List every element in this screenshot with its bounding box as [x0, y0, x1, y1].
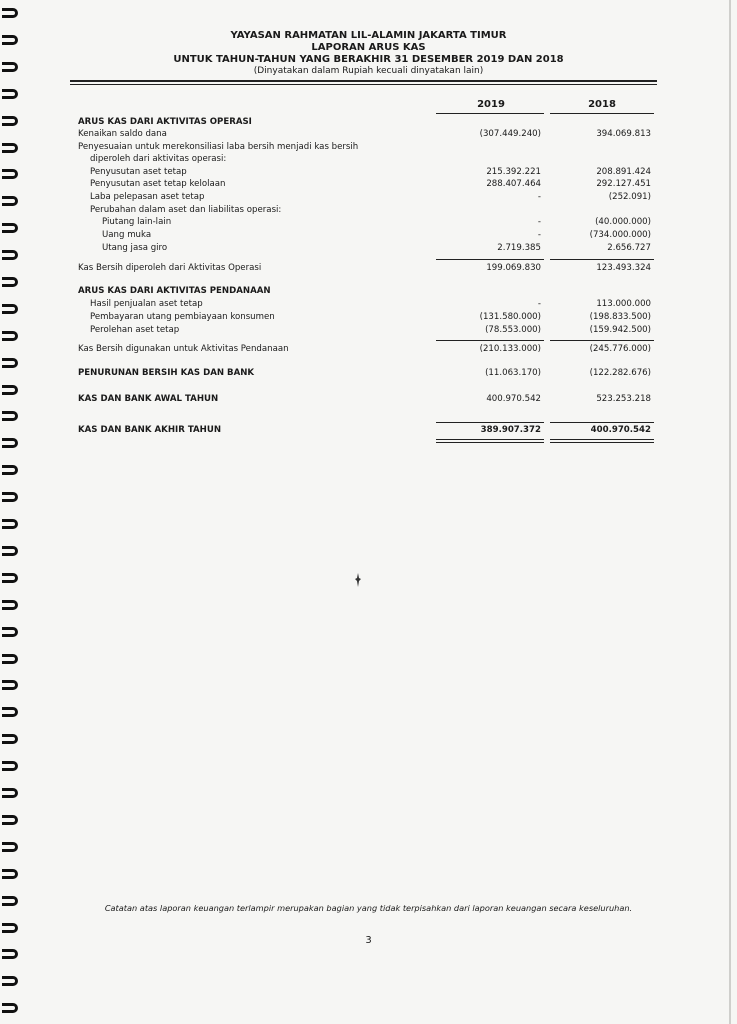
organization-title: YAYASAN RAHMATAN LIL-ALAMIN JAKARTA TIMUR: [230, 30, 507, 41]
total-double-rule-a-2019: [436, 439, 544, 440]
row-label: Uang muka: [102, 230, 152, 240]
row-label: Hasil penjualan aset tetap: [90, 299, 203, 309]
row-label: Kas Bersih digunakan untuk Aktivitas Pendanaan: [78, 344, 289, 354]
binding-ring: [2, 546, 18, 556]
value-2018: 292.127.451: [596, 179, 651, 189]
value-2018: (40.000.000): [595, 217, 651, 227]
row-kenaikan-saldo-dana: [0, 128, 737, 141]
binding-ring: [2, 89, 18, 99]
value-2018: (122.282.676): [589, 368, 651, 378]
binding-ring: [2, 923, 18, 933]
binding-ring: [2, 734, 18, 744]
binding-ring: [2, 869, 18, 879]
value-2018: 394.069.813: [596, 129, 651, 139]
value-2018: (252.091): [608, 192, 651, 202]
binding-ring: [2, 411, 18, 421]
header-rule-thin: [70, 84, 657, 85]
section-financing: [0, 285, 737, 298]
value-2018: 400.970.542: [590, 425, 651, 435]
row-laba-pelepasan: [0, 191, 737, 204]
currency-note: (Dinyatakan dalam Rupiah kecuali dinyatakan lain): [253, 66, 484, 76]
row-label: KAS DAN BANK AKHIR TAHUN: [78, 425, 222, 435]
row-label: PENURUNAN BERSIH KAS DAN BANK: [78, 368, 255, 378]
column-rule-2019: [436, 113, 544, 114]
value-2018: (198.833.500): [589, 312, 651, 322]
row-label: Kas Bersih diperoleh dari Aktivitas Operasi: [78, 263, 262, 273]
scan-speck: [355, 573, 361, 587]
row-label: KAS DAN BANK AWAL TAHUN: [78, 394, 219, 404]
value-2019: (11.063.170): [485, 368, 541, 378]
row-label: Perolehan aset tetap: [90, 325, 180, 335]
total-double-rule-a-2018: [550, 439, 654, 440]
binding-ring: [2, 438, 18, 448]
column-rule-2018: [550, 113, 654, 114]
total-rule-top-2018: [550, 422, 654, 423]
value-2019: (210.133.000): [479, 344, 541, 354]
value-2018: 113.000.000: [596, 299, 651, 309]
row-piutang-lain: [0, 216, 737, 229]
column-header-2019: 2019: [477, 99, 505, 110]
row-label: Penyusutan aset tetap: [90, 167, 187, 177]
value-2019: -: [537, 230, 541, 240]
binding-ring: [2, 654, 18, 664]
value-2019: 2.719.385: [497, 243, 541, 253]
value-2019: -: [537, 299, 541, 309]
row-label: Piutang lain-lain: [102, 217, 172, 227]
row-penyusutan-aset-kelolaan: [0, 178, 737, 191]
value-2019: (78.553.000): [485, 325, 541, 335]
row-label: Laba pelepasan aset tetap: [90, 192, 205, 202]
page-number: 3: [365, 935, 372, 946]
value-2018: (245.776.000): [589, 344, 651, 354]
value-2018: 2.656.727: [607, 243, 651, 253]
value-2019: 288.407.464: [486, 179, 541, 189]
value-2019: 215.392.221: [486, 167, 541, 177]
total-rule-top-2019: [436, 422, 544, 423]
report-period: UNTUK TAHUN-TAHUN YANG BERAKHIR 31 DESEMBER 2019 DAN 2018: [173, 54, 564, 65]
binding-ring: [2, 976, 18, 986]
binding-ring: [2, 627, 18, 637]
value-2018: 208.891.424: [596, 167, 651, 177]
binding-ring: [2, 1003, 18, 1013]
row-hasil-penjualan: [0, 298, 737, 311]
row-kas-bersih-operasi: [0, 262, 737, 275]
row-kas-akhir-tahun: [0, 424, 737, 437]
subtotal-rule-financing-2018: [550, 340, 654, 341]
binding-ring: [2, 949, 18, 959]
total-double-rule-b-2019: [436, 442, 544, 443]
binding-ring: [2, 680, 18, 690]
value-2018: 123.493.324: [596, 263, 651, 273]
value-2019: -: [537, 192, 541, 202]
column-header-2018: 2018: [588, 99, 616, 110]
footnote: Catatan atas laporan keuangan terlampir merupakan bagian yang tidak terpisahkan dari laporan keuangan secara keseluruhan.: [104, 903, 633, 913]
report-title: LAPORAN ARUS KAS: [311, 42, 426, 53]
total-double-rule-b-2018: [550, 442, 654, 443]
value-2019: 199.069.830: [486, 263, 541, 273]
row-kas-bersih-pendanaan: [0, 343, 737, 356]
row-pembayaran-utang: [0, 311, 737, 324]
row-utang-jasa-giro: [0, 242, 737, 255]
row-label: diperoleh dari aktivitas operasi:: [90, 154, 227, 164]
binding-ring: [2, 600, 18, 610]
binding-ring: [2, 8, 18, 18]
value-2019: 400.970.542: [486, 394, 541, 404]
binding-ring: [2, 519, 18, 529]
header-rule-thick: [70, 80, 657, 82]
binding-ring: [2, 842, 18, 852]
row-perolehan-aset: [0, 324, 737, 337]
value-2018: (159.942.500): [589, 325, 651, 335]
subtotal-rule-operating-2018: [550, 259, 654, 260]
row-label: Perubahan dalam aset dan liabilitas operasi:: [90, 205, 282, 215]
value-2018: (734.000.000): [589, 230, 651, 240]
binding-ring: [2, 492, 18, 502]
value-2019: (307.449.240): [479, 129, 541, 139]
row-penyesuaian-cont: [0, 153, 737, 166]
row-uang-muka: [0, 229, 737, 242]
row-kas-awal-tahun: [0, 393, 737, 406]
row-label: Penyesuaian untuk merekonsiliasi laba bersih menjadi kas bersih: [78, 142, 359, 152]
binding-ring: [2, 465, 18, 475]
row-label: ARUS KAS DARI AKTIVITAS PENDANAAN: [78, 286, 271, 296]
value-2019: -: [537, 217, 541, 227]
binding-ring: [2, 788, 18, 798]
row-label: Pembayaran utang pembiayaan konsumen: [90, 312, 275, 322]
row-label: Penyusutan aset tetap kelolaan: [90, 179, 226, 189]
binding-ring: [2, 573, 18, 583]
binding-ring: [2, 707, 18, 717]
row-label: Utang jasa giro: [102, 243, 168, 253]
subtotal-rule-financing-2019: [436, 340, 544, 341]
value-2019: 389.907.372: [480, 425, 541, 435]
binding-ring: [2, 761, 18, 771]
row-penurunan-bersih: [0, 367, 737, 380]
binding-ring: [2, 815, 18, 825]
value-2018: 523.253.218: [596, 394, 651, 404]
subtotal-rule-operating-2019: [436, 259, 544, 260]
row-label: ARUS KAS DARI AKTIVITAS OPERASI: [78, 117, 252, 127]
value-2019: (131.580.000): [479, 312, 541, 322]
row-label: Kenaikan saldo dana: [78, 129, 167, 139]
